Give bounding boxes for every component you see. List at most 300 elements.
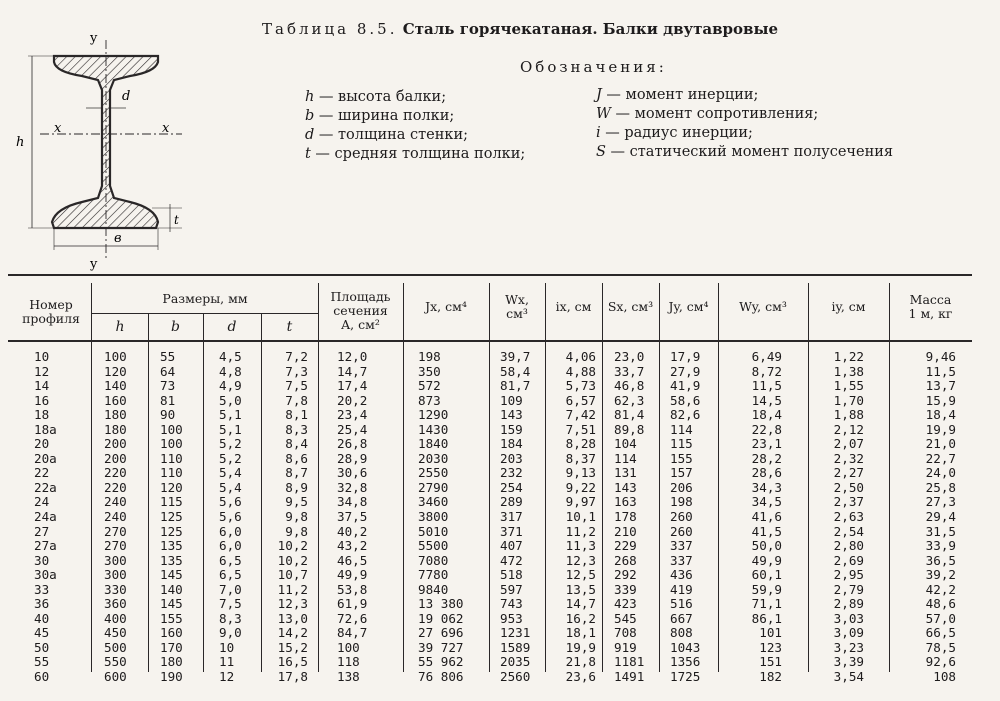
- cell-wx: 371: [500, 523, 523, 539]
- cell-area: 12,0: [337, 349, 368, 364]
- cell-ix: 23,6: [565, 669, 596, 685]
- dims-group-rule: [92, 313, 318, 314]
- cell-jy: 198: [670, 494, 693, 510]
- col-divider: [718, 283, 719, 672]
- cell-t: 15,2: [277, 639, 308, 655]
- cell-jx: 2030: [418, 450, 449, 466]
- cell-t: 7,5: [285, 378, 308, 394]
- cell-profile: 22: [34, 465, 50, 481]
- cell-t: 7,8: [285, 392, 308, 408]
- cell-mass: 27,3: [925, 494, 956, 510]
- cell-jy: 1356: [670, 654, 701, 670]
- cell-b: 64: [160, 363, 176, 379]
- cell-b: 115: [160, 494, 183, 510]
- cell-d: 5,2: [219, 450, 242, 466]
- cell-t: 7,3: [285, 363, 308, 379]
- cell-d: 7,5: [219, 596, 242, 612]
- cell-h: 100: [104, 349, 127, 364]
- cell-profile: 27а: [34, 538, 57, 554]
- cell-d: 5,6: [219, 494, 242, 510]
- cell-ix: 16,2: [565, 610, 596, 626]
- cell-sx: 104: [614, 436, 637, 452]
- col-divider: [545, 283, 546, 672]
- cell-mass: 19,9: [925, 421, 956, 437]
- cell-iy: 1,22: [833, 349, 864, 364]
- table-title: [262, 20, 778, 38]
- cell-iy: 2,37: [833, 494, 864, 510]
- cell-jx: 5010: [418, 523, 449, 539]
- cell-jy: 115: [670, 436, 693, 452]
- cell-jy: 436: [670, 567, 693, 583]
- cell-jx: 27 696: [418, 625, 464, 641]
- cell-jx: 1430: [418, 421, 449, 437]
- cell-jy: 27,9: [670, 363, 701, 379]
- cell-wx: 472: [500, 552, 523, 568]
- cell-d: 7,0: [219, 581, 242, 597]
- cell-profile: 18: [34, 407, 50, 423]
- cell-d: 4,9: [219, 378, 242, 394]
- cell-ix: 8,37: [565, 450, 596, 466]
- column-wy: [730, 350, 782, 685]
- cell-wx: 518: [500, 567, 523, 583]
- cell-jx: 55 962: [418, 654, 464, 670]
- cell-b: 125: [160, 509, 183, 525]
- table-number: Таблица 8.5.: [262, 20, 398, 38]
- cell-mass: 92,6: [925, 654, 956, 670]
- cell-jy: 667: [670, 610, 693, 626]
- cell-wy: 50,0: [751, 538, 782, 554]
- legend-item-h: h — высота балки;: [305, 89, 447, 105]
- cell-jy: 155: [670, 450, 693, 466]
- col-divider: [148, 313, 149, 672]
- column-d: [219, 350, 259, 685]
- cell-profile: 30а: [34, 567, 57, 583]
- cell-iy: 2,12: [833, 421, 864, 437]
- cell-wy: 59,9: [751, 581, 782, 597]
- cell-jy: 419: [670, 581, 693, 597]
- cell-profile: 10: [34, 349, 50, 364]
- cell-wy: 22,8: [751, 421, 782, 437]
- cell-h: 120: [104, 363, 127, 379]
- cell-profile: 40: [34, 610, 50, 626]
- cell-t: 9,5: [285, 494, 308, 510]
- cell-iy: 2,80: [833, 538, 864, 554]
- cell-area: 61,9: [337, 596, 368, 612]
- cell-mass: 31,5: [925, 523, 956, 539]
- cell-t: 8,4: [285, 436, 308, 452]
- cell-jy: 337: [670, 538, 693, 554]
- cell-h: 160: [104, 392, 127, 408]
- cell-ix: 10,1: [565, 509, 596, 525]
- cell-d: 10: [219, 639, 235, 655]
- header-mass: Масса 1 м, кг: [908, 292, 953, 321]
- cell-h: 400: [104, 610, 127, 626]
- cell-mass: 36,5: [925, 552, 956, 568]
- cell-mass: 22,7: [925, 450, 956, 466]
- cell-jx: 5500: [418, 538, 449, 554]
- cell-sx: 423: [614, 596, 637, 612]
- column-wx: [500, 350, 544, 685]
- cell-wy: 151: [759, 654, 782, 670]
- cell-area: 20,2: [337, 392, 368, 408]
- column-t: [262, 350, 308, 685]
- col-divider: [889, 283, 890, 672]
- column-jx: [418, 350, 486, 685]
- legend-item-j: J — момент инерции;: [596, 87, 759, 103]
- cell-wy: 23,1: [751, 436, 782, 452]
- cell-area: 84,7: [337, 625, 368, 641]
- cell-wx: 184: [500, 436, 523, 452]
- cell-b: 135: [160, 552, 183, 568]
- cell-h: 270: [104, 538, 127, 554]
- cell-profile: 24: [34, 494, 50, 510]
- header-sx: Sx, см³: [607, 299, 654, 314]
- cell-b: 145: [160, 567, 183, 583]
- cell-h: 300: [104, 552, 127, 568]
- cell-d: 5,2: [219, 436, 242, 452]
- cell-sx: 339: [614, 581, 637, 597]
- column-h: [104, 350, 144, 685]
- legend-item-w: W — момент сопротивления;: [596, 106, 819, 122]
- cell-t: 10,2: [277, 538, 308, 554]
- cell-ix: 12,3: [565, 552, 596, 568]
- cell-jx: 76 806: [418, 669, 464, 685]
- cell-iy: 2,50: [833, 479, 864, 495]
- cell-b: 100: [160, 436, 183, 452]
- col-divider: [489, 283, 490, 672]
- cell-ix: 21,8: [565, 654, 596, 670]
- cell-wx: 254: [500, 479, 523, 495]
- cell-t: 13,0: [277, 610, 308, 626]
- cell-d: 5,4: [219, 479, 242, 495]
- cell-t: 12,3: [277, 596, 308, 612]
- header-profile: Номер профиля: [22, 297, 80, 326]
- cell-wy: 14,5: [751, 392, 782, 408]
- cell-h: 600: [104, 669, 127, 685]
- cell-sx: 131: [614, 465, 637, 481]
- cell-d: 6,5: [219, 567, 242, 583]
- cell-d: 4,5: [219, 349, 242, 364]
- cell-profile: 22а: [34, 479, 57, 495]
- cell-t: 16,5: [277, 654, 308, 670]
- cell-sx: 229: [614, 538, 637, 554]
- header-ix: ix, см: [555, 299, 592, 314]
- cell-area: 53,8: [337, 581, 368, 597]
- cell-t: 14,2: [277, 625, 308, 641]
- axis-x-right-label: x: [162, 121, 170, 136]
- cell-jx: 7080: [418, 552, 449, 568]
- column-jy: [670, 350, 716, 685]
- cell-h: 270: [104, 523, 127, 539]
- cell-b: 180: [160, 654, 183, 670]
- cell-wx: 109: [500, 392, 523, 408]
- cell-wx: 289: [500, 494, 523, 510]
- cell-area: 72,6: [337, 610, 368, 626]
- cell-area: 100: [337, 639, 360, 655]
- cell-area: 138: [337, 669, 360, 685]
- cell-b: 110: [160, 450, 183, 466]
- cell-h: 140: [104, 378, 127, 394]
- cell-wx: 953: [500, 610, 523, 626]
- cell-b: 73: [160, 378, 176, 394]
- cell-wx: 2035: [500, 654, 531, 670]
- cell-d: 6,0: [219, 523, 242, 539]
- cell-sx: 545: [614, 610, 637, 626]
- cell-ix: 14,7: [565, 596, 596, 612]
- cell-ix: 9,97: [565, 494, 596, 510]
- dim-d-label: d: [122, 89, 131, 104]
- cell-area: 34,8: [337, 494, 368, 510]
- axis-y-bottom-label: y: [90, 257, 98, 272]
- cell-iy: 3,39: [833, 654, 864, 670]
- cell-t: 8,7: [285, 465, 308, 481]
- cell-d: 6,5: [219, 552, 242, 568]
- cell-jy: 41,9: [670, 378, 701, 394]
- cell-d: 6,0: [219, 538, 242, 554]
- cell-mass: 15,9: [925, 392, 956, 408]
- cell-iy: 2,89: [833, 596, 864, 612]
- cell-wx: 232: [500, 465, 523, 481]
- cell-iy: 2,54: [833, 523, 864, 539]
- cell-jy: 260: [670, 509, 693, 525]
- cell-wx: 58,4: [500, 363, 531, 379]
- cell-b: 190: [160, 669, 183, 685]
- cell-b: 145: [160, 596, 183, 612]
- column-iy: [818, 350, 864, 685]
- cell-sx: 708: [614, 625, 637, 641]
- cell-area: 40,2: [337, 523, 368, 539]
- cell-iy: 3,54: [833, 669, 864, 685]
- col-divider: [91, 283, 92, 672]
- header-wy: Wy, см³: [739, 299, 787, 314]
- cell-d: 5,6: [219, 509, 242, 525]
- cell-d: 5,1: [219, 407, 242, 423]
- cell-mass: 9,46: [925, 349, 956, 364]
- cell-jx: 350: [418, 363, 441, 379]
- cell-sx: 178: [614, 509, 637, 525]
- cell-iy: 2,69: [833, 552, 864, 568]
- col-divider: [602, 283, 603, 672]
- cell-iy: 3,23: [833, 639, 864, 655]
- cell-wy: 86,1: [751, 610, 782, 626]
- cell-profile: 12: [34, 363, 50, 379]
- cell-wx: 597: [500, 581, 523, 597]
- cell-wx: 203: [500, 450, 523, 466]
- cell-area: 43,2: [337, 538, 368, 554]
- col-divider: [403, 283, 404, 672]
- cell-ix: 9,13: [565, 465, 596, 481]
- cell-sx: 1181: [614, 654, 645, 670]
- col-divider: [318, 283, 319, 672]
- beam-section: [52, 56, 158, 228]
- cell-wy: 34,5: [751, 494, 782, 510]
- cell-sx: 292: [614, 567, 637, 583]
- cell-jy: 337: [670, 552, 693, 568]
- cell-b: 140: [160, 581, 183, 597]
- cell-t: 8,1: [285, 407, 308, 423]
- column-b: [160, 350, 200, 685]
- cell-sx: 46,8: [614, 378, 645, 394]
- cell-sx: 163: [614, 494, 637, 510]
- cell-wx: 1589: [500, 639, 531, 655]
- cell-h: 240: [104, 494, 127, 510]
- cell-jy: 260: [670, 523, 693, 539]
- cell-iy: 2,32: [833, 450, 864, 466]
- cell-wy: 34,3: [751, 479, 782, 495]
- cell-iy: 2,63: [833, 509, 864, 525]
- cell-area: 30,6: [337, 465, 368, 481]
- cell-area: 17,4: [337, 378, 368, 394]
- cell-iy: 1,55: [833, 378, 864, 394]
- legend-right: [596, 86, 893, 162]
- cell-t: 10,7: [277, 567, 308, 583]
- cell-wy: 28,2: [751, 450, 782, 466]
- cell-iy: 3,03: [833, 610, 864, 626]
- cell-h: 450: [104, 625, 127, 641]
- cell-d: 5,4: [219, 465, 242, 481]
- cell-t: 11,2: [277, 581, 308, 597]
- legend-heading: Обозначения:: [520, 58, 667, 76]
- cell-ix: 11,2: [565, 523, 596, 539]
- cell-jx: 19 062: [418, 610, 464, 626]
- cell-sx: 23,0: [614, 349, 645, 364]
- cell-d: 9,0: [219, 625, 242, 641]
- cell-ix: 9,22: [565, 479, 596, 495]
- cell-area: 46,5: [337, 552, 368, 568]
- cell-jx: 9840: [418, 581, 449, 597]
- cell-ix: 4,88: [565, 363, 596, 379]
- axis-y-top-label: y: [90, 31, 98, 46]
- cell-wx: 2560: [500, 669, 531, 685]
- cell-area: 25,4: [337, 421, 368, 437]
- cell-t: 17,8: [277, 669, 308, 685]
- cell-b: 170: [160, 639, 183, 655]
- cell-area: 14,7: [337, 363, 368, 379]
- cell-wy: 11,5: [751, 378, 782, 394]
- header-iy: iy, см: [831, 299, 866, 314]
- column-profile: [34, 350, 84, 685]
- cell-h: 300: [104, 567, 127, 583]
- cell-iy: 1,88: [833, 407, 864, 423]
- cell-iy: 2,95: [833, 567, 864, 583]
- cell-profile: 45: [34, 625, 50, 641]
- cell-mass: 13,7: [925, 378, 956, 394]
- cell-ix: 12,5: [565, 567, 596, 583]
- cell-t: 10,2: [277, 552, 308, 568]
- cell-jy: 1725: [670, 669, 701, 685]
- cell-sx: 1491: [614, 669, 645, 685]
- cell-profile: 30: [34, 552, 50, 568]
- cell-profile: 55: [34, 654, 50, 670]
- cell-mass: 11,5: [925, 363, 956, 379]
- cell-h: 220: [104, 479, 127, 495]
- cell-d: 4,8: [219, 363, 242, 379]
- cell-d: 5,0: [219, 392, 242, 408]
- cell-jy: 82,6: [670, 407, 701, 423]
- cell-t: 8,6: [285, 450, 308, 466]
- cell-iy: 2,27: [833, 465, 864, 481]
- cell-mass: 39,2: [925, 567, 956, 583]
- cell-b: 55: [160, 349, 176, 364]
- cell-area: 49,9: [337, 567, 368, 583]
- cell-mass: 42,2: [925, 581, 956, 597]
- legend-item-b: b — ширина полки;: [305, 108, 455, 124]
- cell-wy: 71,1: [751, 596, 782, 612]
- table-name: Сталь горячекатаная. Балки двутавровые: [402, 20, 779, 38]
- cell-jx: 198: [418, 349, 441, 364]
- cell-sx: 89,8: [614, 421, 645, 437]
- cell-sx: 62,3: [614, 392, 645, 408]
- cell-iy: 2,79: [833, 581, 864, 597]
- cell-jy: 17,9: [670, 349, 701, 364]
- cell-mass: 78,5: [925, 639, 956, 655]
- header-dims-group: Размеры, мм: [162, 291, 248, 306]
- cell-sx: 33,7: [614, 363, 645, 379]
- header-d: d: [227, 319, 237, 335]
- cell-profile: 36: [34, 596, 50, 612]
- cell-d: 11: [219, 654, 235, 670]
- cell-area: 118: [337, 654, 360, 670]
- cell-jx: 13 380: [418, 596, 464, 612]
- cell-jx: 2790: [418, 479, 449, 495]
- header-b: b: [171, 319, 180, 335]
- legend-item-t: t — средняя толщина полки;: [305, 146, 526, 162]
- legend-left: [305, 88, 525, 164]
- cell-jx: 1840: [418, 436, 449, 452]
- cell-h: 500: [104, 639, 127, 655]
- cell-wy: 8,72: [751, 363, 782, 379]
- cell-profile: 27: [34, 523, 50, 539]
- cell-h: 200: [104, 436, 127, 452]
- cell-ix: 7,42: [565, 407, 596, 423]
- cell-h: 330: [104, 581, 127, 597]
- cell-mass: 18,4: [925, 407, 956, 423]
- col-divider: [203, 313, 204, 672]
- cell-wx: 743: [500, 596, 523, 612]
- col-divider: [659, 283, 660, 672]
- cell-t: 9,8: [285, 523, 308, 539]
- cell-ix: 4,06: [565, 349, 596, 364]
- cell-t: 7,2: [285, 349, 308, 364]
- cell-iy: 1,70: [833, 392, 864, 408]
- column-sx: [614, 350, 658, 685]
- cell-jy: 516: [670, 596, 693, 612]
- cell-h: 200: [104, 450, 127, 466]
- cell-ix: 8,28: [565, 436, 596, 452]
- cell-d: 5,1: [219, 421, 242, 437]
- cell-mass: 24,0: [925, 465, 956, 481]
- cell-ix: 11,3: [565, 538, 596, 554]
- cell-b: 110: [160, 465, 183, 481]
- cell-jy: 206: [670, 479, 693, 495]
- column-ix: [548, 350, 596, 685]
- cell-wx: 143: [500, 407, 523, 423]
- cell-wx: 407: [500, 538, 523, 554]
- cell-jx: 3800: [418, 509, 449, 525]
- cell-wx: 1231: [500, 625, 531, 641]
- cell-wy: 6,49: [751, 349, 782, 364]
- cell-profile: 16: [34, 392, 50, 408]
- cell-h: 550: [104, 654, 127, 670]
- cell-mass: 29,4: [925, 509, 956, 525]
- cell-d: 8,3: [219, 610, 242, 626]
- axis-x-left-label: x: [54, 121, 62, 136]
- dim-t-label: t: [174, 213, 179, 227]
- cell-ix: 13,5: [565, 581, 596, 597]
- legend-item-i: i — радиус инерции;: [596, 125, 753, 141]
- cell-jy: 808: [670, 625, 693, 641]
- cell-mass: 57,0: [925, 610, 956, 626]
